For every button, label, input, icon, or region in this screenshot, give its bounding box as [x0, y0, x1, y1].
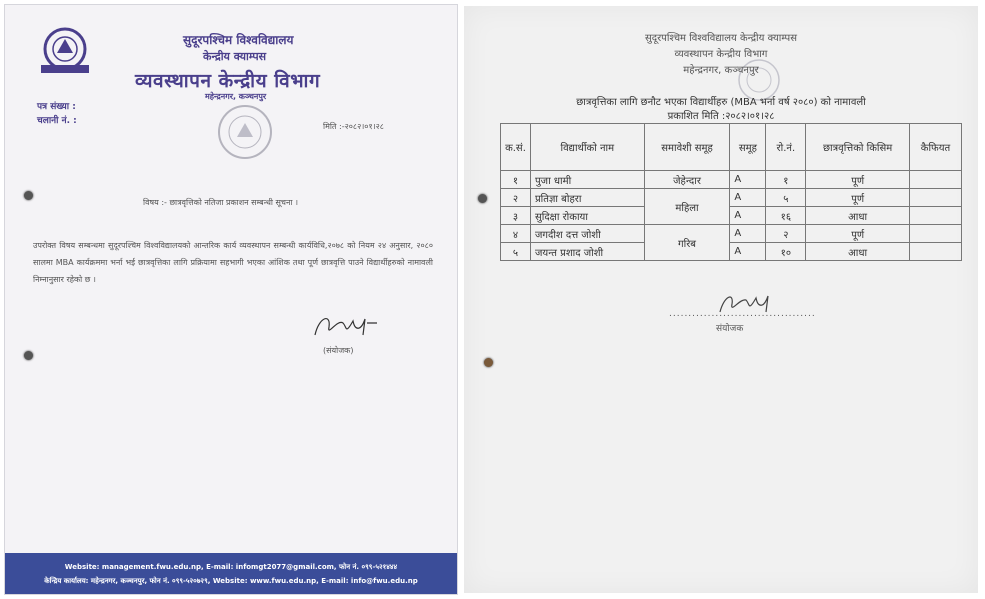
punch-hole [484, 358, 493, 367]
column-header: विद्यार्थीको नाम [530, 124, 644, 171]
student-name-cell: जयन्त प्रशाद जोशी [530, 243, 644, 261]
remark-cell [910, 189, 962, 207]
serial-cell: ३ [501, 207, 531, 225]
column-header: समावेशी समूह [644, 124, 730, 171]
subject-line: विषय :- छात्रवृत्तिको नतिजा प्रकाशन सम्बन्धी सूचना । [143, 198, 299, 207]
serial-cell: २ [501, 189, 531, 207]
table-row [501, 189, 962, 207]
group-cell: A [730, 207, 766, 225]
coordinator-label: (संयोजक) [323, 346, 354, 355]
category-cell: जेहेन्दार [644, 171, 730, 189]
punch-hole [478, 194, 487, 203]
scholarship-type-cell: आधा [806, 207, 910, 225]
footer-line-2: केन्द्रिय कार्यालय: महेन्द्रनगर, कञ्चनपुर, फोन नं. ०९९-५२०७२९, Website: www.fwu.edu.np, E-mail: info@fwu.edu.np [44, 577, 418, 585]
category-cell: गरिब [644, 225, 730, 261]
university-name: सुदूरपश्चिम विश्वविद्यालय [183, 33, 294, 47]
student-name-cell: जगदीश दत्त जोशी [530, 225, 644, 243]
coordinator-label: संयोजक [716, 324, 744, 334]
chalani-label: चलानी नं. : [37, 116, 77, 126]
remark-cell [910, 207, 962, 225]
column-header: समूह [730, 124, 766, 171]
roll-cell: १० [766, 243, 806, 261]
punch-hole [24, 191, 33, 200]
student-name-cell: पुजा धामी [530, 171, 644, 189]
column-header: कैफियत [910, 124, 962, 171]
table-row [501, 171, 962, 189]
student-name-cell: सुदिक्षा रोकाया [530, 207, 644, 225]
letterhead-location: महेन्द्रनगर, कञ्चनपुर [205, 92, 267, 101]
group-cell: A [730, 243, 766, 261]
list-title: छात्रवृत्तिका लागि छनौट भएका विद्यार्थीहरु (MBA भर्ना वर्ष २०८०) को नामावली [576, 97, 866, 108]
student-name-cell: प्रतिज्ञा बोहरा [530, 189, 644, 207]
serial-cell: ४ [501, 225, 531, 243]
group-cell: A [730, 171, 766, 189]
scholarship-type-cell: पूर्ण [806, 189, 910, 207]
notice-letter-page [4, 4, 458, 595]
serial-cell: ५ [501, 243, 531, 261]
department-name: व्यवस्थापन केन्द्रीय विभाग [135, 70, 321, 92]
campus-name: केन्द्रीय क्याम्पस [203, 50, 267, 63]
handwritten-signature [309, 305, 381, 345]
remark-cell [910, 243, 962, 261]
remark-cell [910, 171, 962, 189]
serial-cell: १ [501, 171, 531, 189]
column-header: क.सं. [501, 124, 531, 171]
list-header-department: व्यवस्थापन केन्द्रीय विभाग [674, 49, 768, 60]
scholarship-list-page [464, 6, 978, 593]
remark-cell [910, 225, 962, 243]
column-header: रो.नं. [766, 124, 806, 171]
letter-body: उपरोक्त विषय सम्बन्धमा सुदूरपश्चिम विश्वविद्यालयको आन्तरिक कार्य व्यवस्थापन सम्बन्धी कार्यविधि,२०७८ को नियम २४ अनुसार, २०८० सालमा MBA कार्यक्रममा भर्ना भई छात्रवृत्तिका लागि प्रक्रियामा सहभागी भएका आंशिक तथा पूर्ण छात्रवृत्ति पाउने विद्यार्थीहरुको नामावली निम्नानुसार रहेको छ । [33, 241, 433, 284]
university-logo-icon [35, 25, 95, 77]
group-cell: A [730, 189, 766, 207]
roll-cell: ५ [766, 189, 806, 207]
table-row [501, 207, 962, 225]
letter-footer [5, 553, 457, 594]
scholarship-type-cell: पूर्ण [806, 225, 910, 243]
patra-sankhya-label: पत्र संख्या : [37, 102, 76, 112]
punch-hole [24, 351, 33, 360]
letter-date: मिति :-२०८२।०१।२८ [323, 122, 384, 131]
scholarship-table [500, 123, 962, 261]
table-row [501, 225, 962, 243]
roll-cell: २ [766, 225, 806, 243]
roll-cell: १६ [766, 207, 806, 225]
scholarship-type-cell: पूर्ण [806, 171, 910, 189]
scholarship-type-cell: आधा [806, 243, 910, 261]
table-header-row [501, 124, 962, 171]
publish-date: प्रकाशित मिति :२०८२।०१।२८ [667, 111, 775, 122]
column-header: छात्रवृत्तिको किसिम [806, 124, 910, 171]
footer-line-1: Website: management.fwu.edu.np, E-mail: infomgt2077@gmail.com, फोन नं. ०९९-५२१४४४ [64, 563, 398, 571]
table-row [501, 243, 962, 261]
campus-stamp-icon [211, 103, 279, 161]
group-cell: A [730, 225, 766, 243]
signature-line: ...................................... [669, 309, 816, 319]
category-cell: महिला [644, 189, 730, 225]
roll-cell: १ [766, 171, 806, 189]
list-header-location: महेन्द्रनगर, कञ्चनपुर [683, 65, 759, 76]
list-header-university: सुदूरपश्चिम विश्वविद्यालय केन्द्रीय क्याम्पस [645, 33, 797, 44]
